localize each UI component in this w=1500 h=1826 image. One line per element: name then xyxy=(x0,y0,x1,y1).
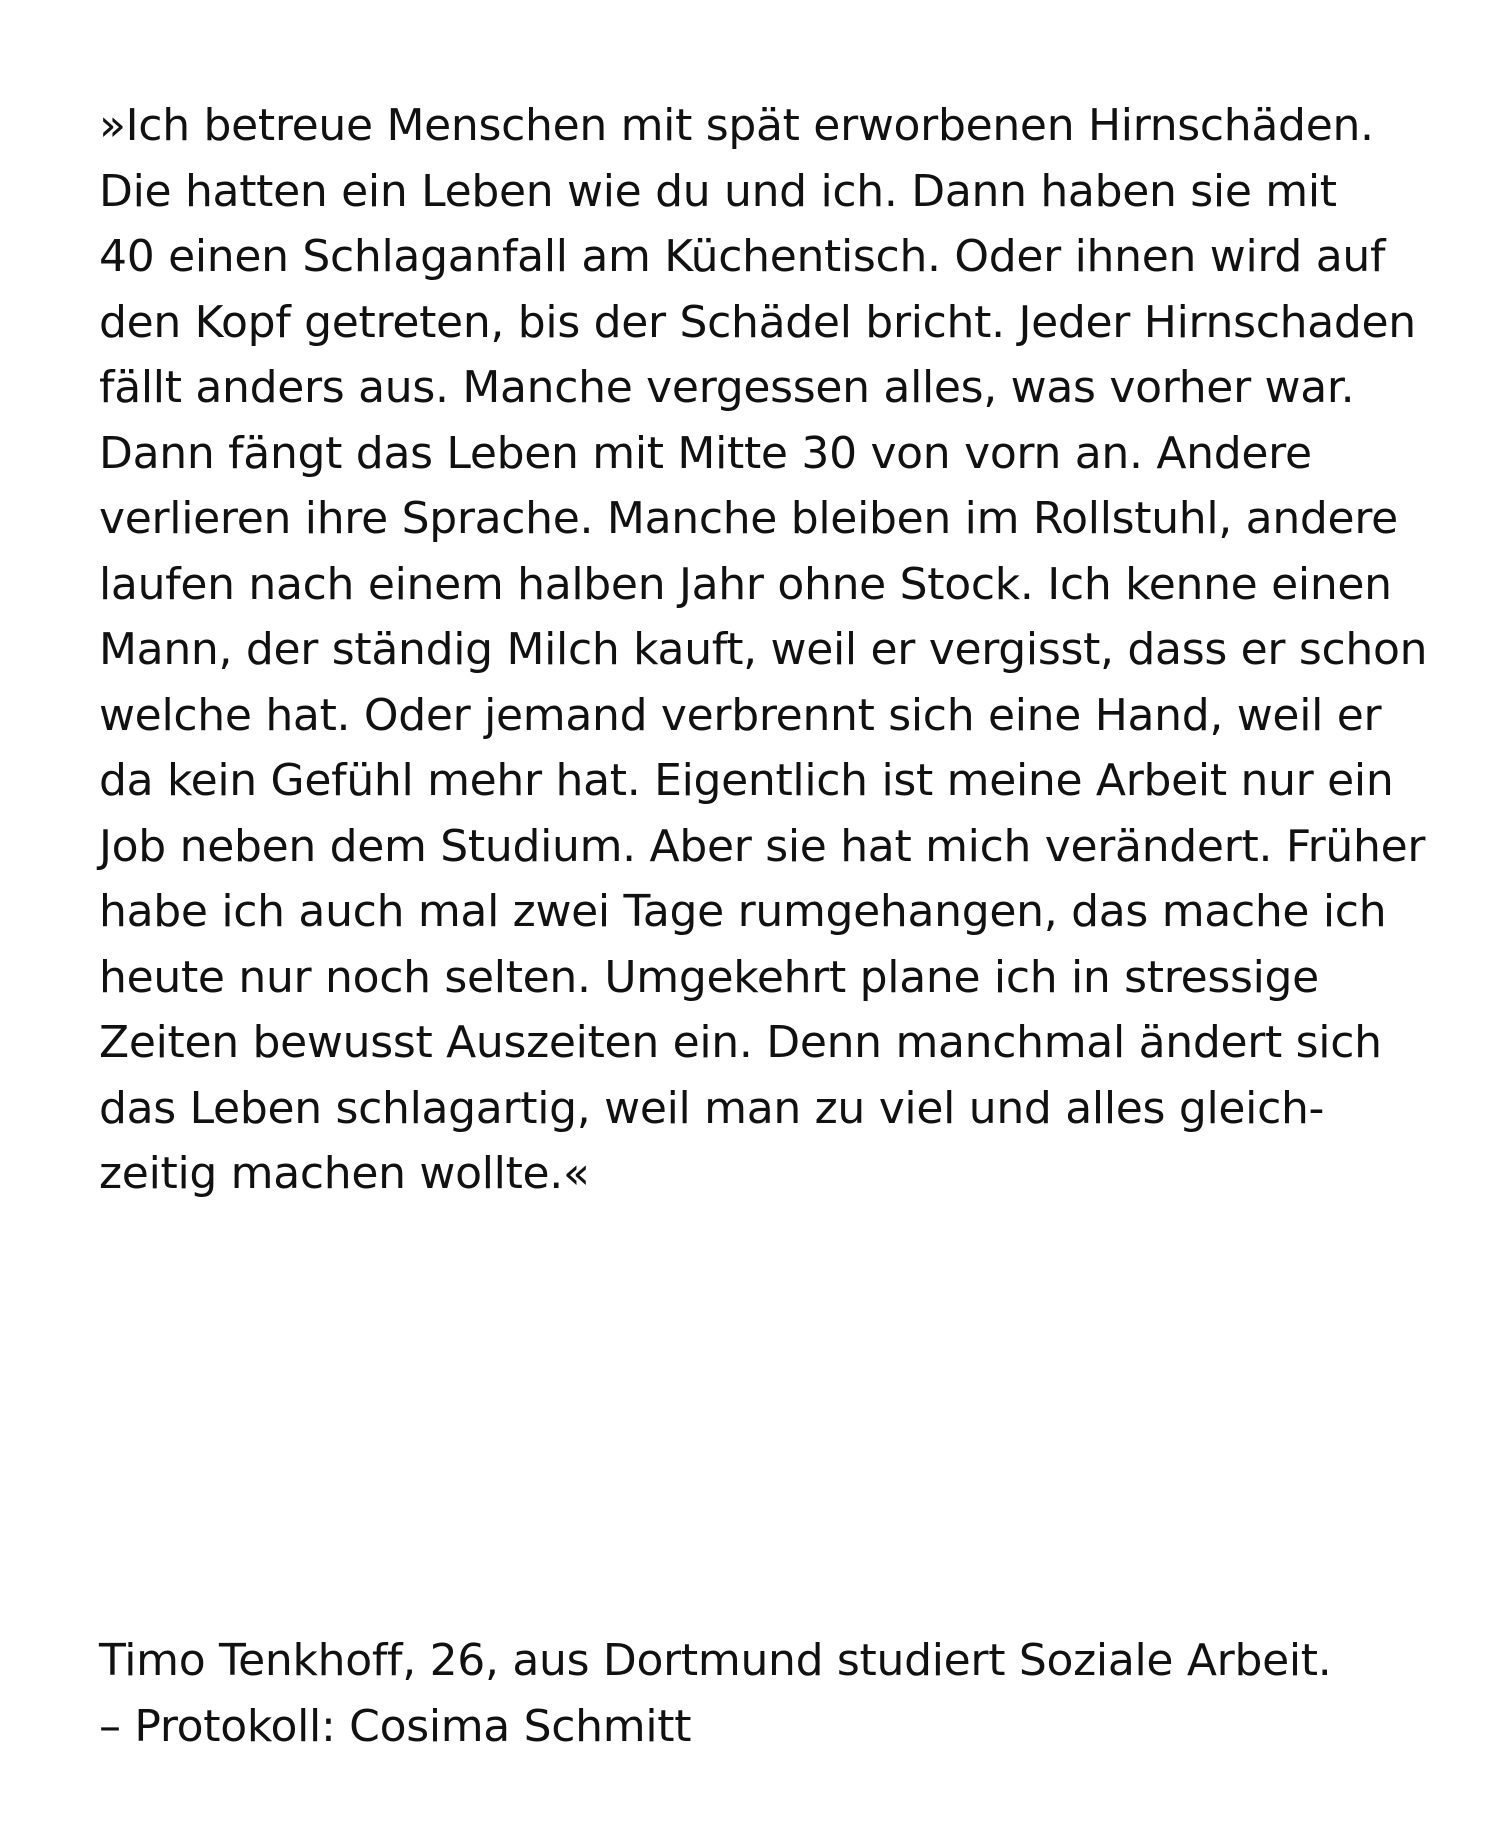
quote-line: zeitig machen wollte.« xyxy=(99,1148,590,1199)
quote-line: fällt anders aus. Manche vergessen alles, was vorher war. xyxy=(99,362,1355,413)
quote-line: Die hatten ein Leben wie du und ich. Dann haben sie mit xyxy=(99,165,1337,217)
quote-line: Job neben dem Studium. Aber sie hat mich verändert. Früher xyxy=(99,820,1426,872)
quote-line: 40 einen Schlaganfall am Küchentisch. Oder ihnen wird auf xyxy=(99,231,1386,282)
quote-line: habe ich auch mal zwei Tage rumgehangen, das mache ich xyxy=(99,886,1387,937)
protocol-line: – Protokoll: Cosima Schmitt xyxy=(99,1701,692,1752)
quote-line: heute nur noch selten. Umgekehrt plane ich in stressige xyxy=(99,951,1319,1003)
author-line: Timo Tenkhoff, 26, aus Dortmund studiert Soziale Arbeit. xyxy=(99,1635,1332,1686)
quote-line: »Ich betreue Menschen mit spät erworbenen Hirnschäden. xyxy=(99,100,1374,151)
quote-line: verlieren ihre Sprache. Manche bleiben im Rollstuhl, andere xyxy=(99,493,1398,544)
quote-line: den Kopf getreten, bis der Schädel bricht. Jeder Hirnschaden xyxy=(99,296,1416,348)
quote-line: Dann fängt das Leben mit Mitte 30 von vorn an. Andere xyxy=(99,427,1312,479)
quote-line: welche hat. Oder jemand verbrennt sich eine Hand, weil er xyxy=(99,689,1382,741)
quote-line: da kein Gefühl mehr hat. Eigentlich ist meine Arbeit nur ein xyxy=(99,755,1394,806)
quote-body xyxy=(99,93,1439,1207)
quote-line: das Leben schlagartig, weil man zu viel und alles gleich- xyxy=(99,1082,1325,1134)
credit-block xyxy=(99,1628,1439,1760)
quote-line: laufen nach einem halben Jahr ohne Stock. Ich kenne einen xyxy=(99,558,1392,610)
quote-line: Zeiten bewusst Auszeiten ein. Denn manchmal ändert sich xyxy=(99,1017,1382,1068)
quote-line: Mann, der ständig Milch kauft, weil er vergisst, dass er schon xyxy=(99,624,1428,675)
